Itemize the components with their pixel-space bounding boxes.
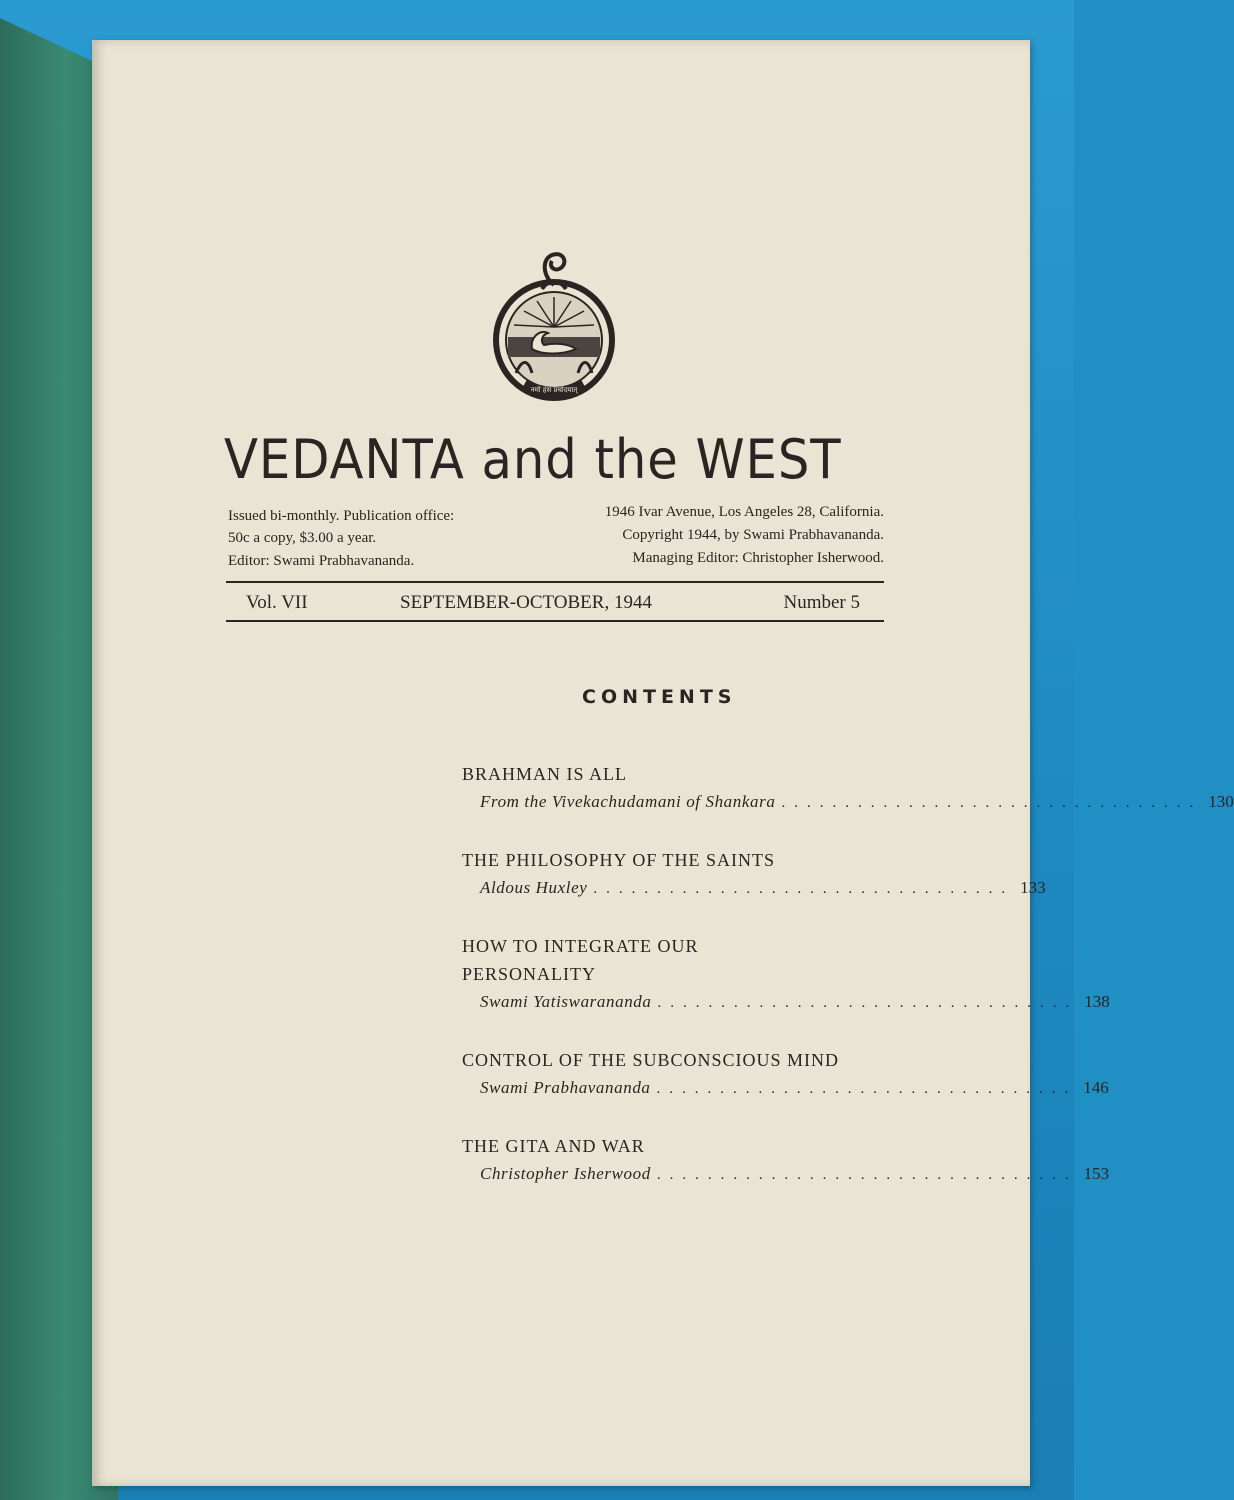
bottom-rule: [226, 620, 884, 622]
article-author: From the Vivekachudamani of Shankara: [480, 792, 776, 811]
article-title: BRAHMAN IS ALL: [462, 764, 628, 784]
table-of-contents: [462, 760, 1234, 1218]
page-number: 133: [1020, 878, 1046, 897]
page-number: 146: [1083, 1078, 1109, 1097]
issue-line: [226, 588, 884, 624]
page-number: 130: [1208, 792, 1234, 811]
magazine-title: VEDANTA and the WEST: [224, 428, 842, 491]
volume-label: Vol. VII: [246, 592, 308, 613]
article-title: CONTROL OF THE SUBCONSCIOUS MIND: [462, 1050, 840, 1070]
editor-info: Editor: Swami Prabhavananda.: [228, 553, 415, 569]
leader-dots: .................................: [656, 1167, 1078, 1183]
leader-dots: .................................: [781, 795, 1203, 811]
article-title: THE PHILOSOPHY OF THE SAINTS: [462, 850, 776, 870]
toc-entry: [462, 846, 1046, 898]
contents-heading: CONTENTS: [582, 686, 737, 708]
swan-seal-logo: [492, 245, 617, 405]
article-author: Swami Yatiswarananda: [480, 992, 652, 1011]
copyright-info: Copyright 1944, by Swami Prabhavananda.: [622, 527, 884, 543]
article-author: Swami Prabhavananda: [480, 1078, 651, 1097]
magazine-page: [92, 40, 1234, 1486]
toc-entry: [462, 932, 1110, 1012]
article-author: Christopher Isherwood: [480, 1164, 651, 1183]
toc-entry: [462, 1132, 1110, 1184]
leader-dots: .................................: [656, 1081, 1078, 1097]
leader-dots: .................................: [657, 995, 1079, 1011]
publication-address: 1946 Ivar Avenue, Los Angeles 28, California.: [604, 504, 884, 520]
article-title: THE GITA AND WAR: [462, 1136, 645, 1156]
page-number: 153: [1083, 1164, 1110, 1183]
publication-info-1: Issued bi-monthly. Publication office:: [228, 508, 455, 524]
issue-number: Number 5: [783, 592, 860, 613]
article-title: HOW TO INTEGRATE OUR PERSONALITY: [462, 936, 699, 984]
leader-dots: .................................: [593, 881, 1015, 897]
toc-entry: [462, 760, 1234, 812]
managing-editor-info: Managing Editor: Christopher Isherwood.: [632, 550, 884, 566]
seal-motto: नमो हंस प्रचोदयात्: [530, 386, 578, 394]
issue-date: SEPTEMBER-OCTOBER, 1944: [400, 592, 652, 613]
top-rule: [226, 581, 884, 583]
toc-entry: [462, 1046, 1109, 1098]
price-info: 50c a copy, $3.00 a year.: [228, 530, 377, 546]
page-number: 138: [1084, 992, 1110, 1011]
article-author: Aldous Huxley: [480, 878, 588, 897]
